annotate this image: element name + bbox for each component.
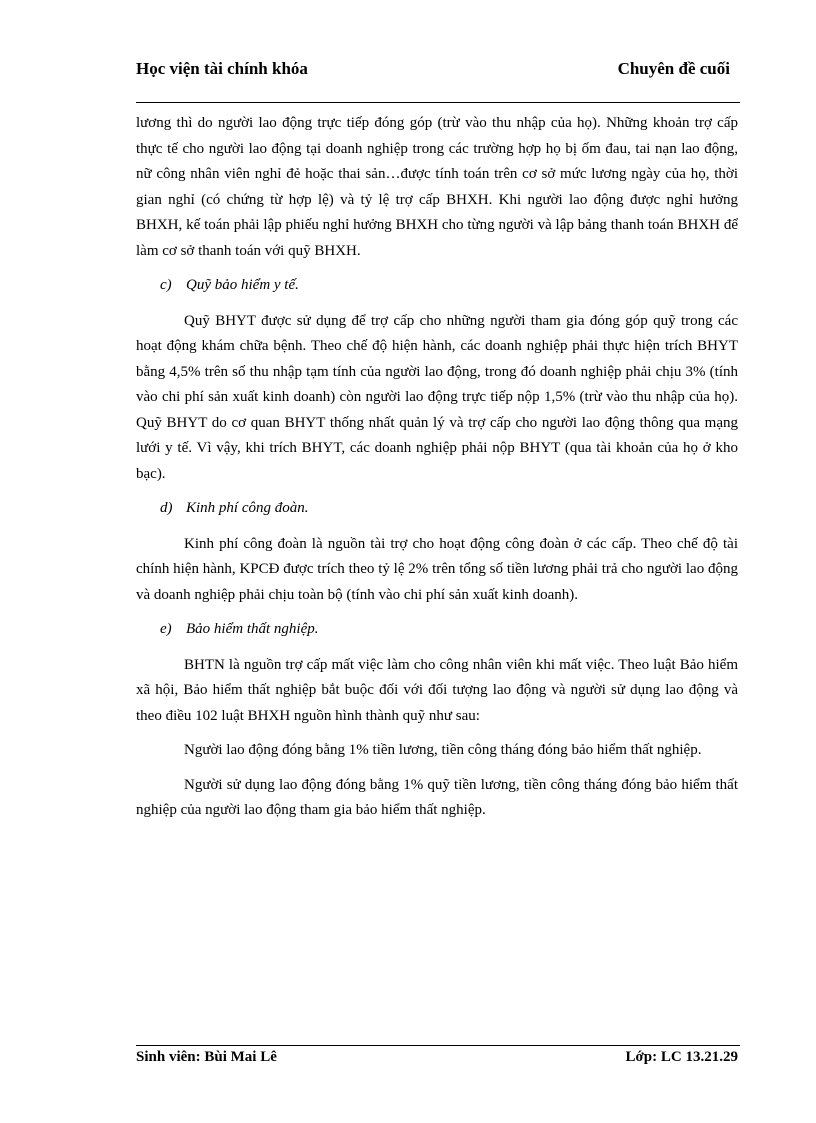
- heading-text: Quỹ bảo hiểm y tế.: [186, 277, 299, 293]
- paragraph-bhxh-continuation: lương thì do người lao động trực tiếp đóng góp (trừ vào thu nhập của họ). Những khoản trợ cấp thực tế cho người lao động tại doanh nghiệp trong các trường hợp họ bị ốm đau, tai nạn lao động, nữ công nhân viên nghỉ đẻ hoặc thai sản…được tính toán trên cơ sở mức lương ngày của họ, thời gian nghỉ (có chứng từ hợp lệ) và tỷ lệ trợ cấp BHXH. Khi người lao động được nghỉ hưởng BHXH, kế toán phải lập phiếu nghỉ hưởng BHXH cho từng người và lập bảng thanh toán BHXH để làm cơ sở thanh toán với quỹ BHXH.: [136, 115, 738, 259]
- page-body: [136, 111, 738, 833]
- section-heading-c: [136, 273, 738, 299]
- heading-text: Kinh phí công đoàn.: [186, 500, 309, 516]
- footer-class-code: Lớp: LC 13.21.29: [625, 1049, 738, 1065]
- header-institution: Học viện tài chính khóa: [136, 59, 308, 78]
- paragraph-kpcd: Kinh phí công đoàn là nguồn tài trợ cho hoạt động công đoàn ở các cấp. Theo chế độ tài chính hiện hành, KPCĐ được trích theo tỷ lệ 2% trên tổng số tiền lương phải trả cho người lao động và doanh nghiệp phải chịu toàn bộ (tính vào chi phí sản xuất kinh doanh).: [136, 535, 738, 603]
- paragraph-bhyt: Quỹ BHYT được sử dụng để trợ cấp cho những người tham gia đóng góp quỹ trong các hoạt động khám chữa bệnh. Theo chế độ hiện hành, các doanh nghiệp phải thực hiện trích BHYT bằng 4,5% trên số thu nhập tạm tính của người lao động, trong đó doanh nghiệp phải chịu 3% (tính vào chi phí sản xuất kinh doanh) còn người lao động trực tiếp nộp 1,5% (trừ vào thu nhập của họ). Quỹ BHYT do cơ quan BHYT thống nhất quản lý và trợ cấp cho người lao động thông qua mạng lưới y tế. Vì vậy, khi trích BHYT, các doanh nghiệp phải nộp BHYT (qua tài khoản của họ ở kho bạc).: [136, 312, 738, 482]
- heading-marker: e): [160, 621, 172, 637]
- header-divider: [136, 102, 740, 103]
- section-heading-e: [136, 617, 738, 643]
- section-heading-d: [136, 496, 738, 522]
- heading-marker: d): [160, 500, 173, 516]
- paragraph-bhtn: BHTN là nguồn trợ cấp mất việc làm cho công nhân viên khi mất việc. Theo luật Bảo hiểm xã hội, Bảo hiểm thất nghiệp bắt buộc đối với đối tượng lao động và người sử dụng lao động và theo điều 102 luật BHXH nguồn hình thành quỹ như sau:: [136, 656, 738, 724]
- paragraph-employer-contribution: Người sử dụng lao động đóng bằng 1% quỹ tiền lương, tiền công tháng đóng bảo hiểm thất nghiệp của người lao động tham gia bảo hiểm thất nghiệp.: [136, 776, 738, 818]
- heading-marker: c): [160, 277, 172, 293]
- heading-text: Bảo hiểm thất nghiệp.: [186, 621, 319, 637]
- paragraph-employee-contribution: Người lao động đóng bằng 1% tiền lương, tiền công tháng đóng bảo hiểm thất nghiệp.: [184, 742, 702, 758]
- header-document-type: Chuyên đề cuối: [617, 59, 730, 78]
- footer-student-name: Sinh viên: Bùi Mai Lê: [136, 1049, 277, 1065]
